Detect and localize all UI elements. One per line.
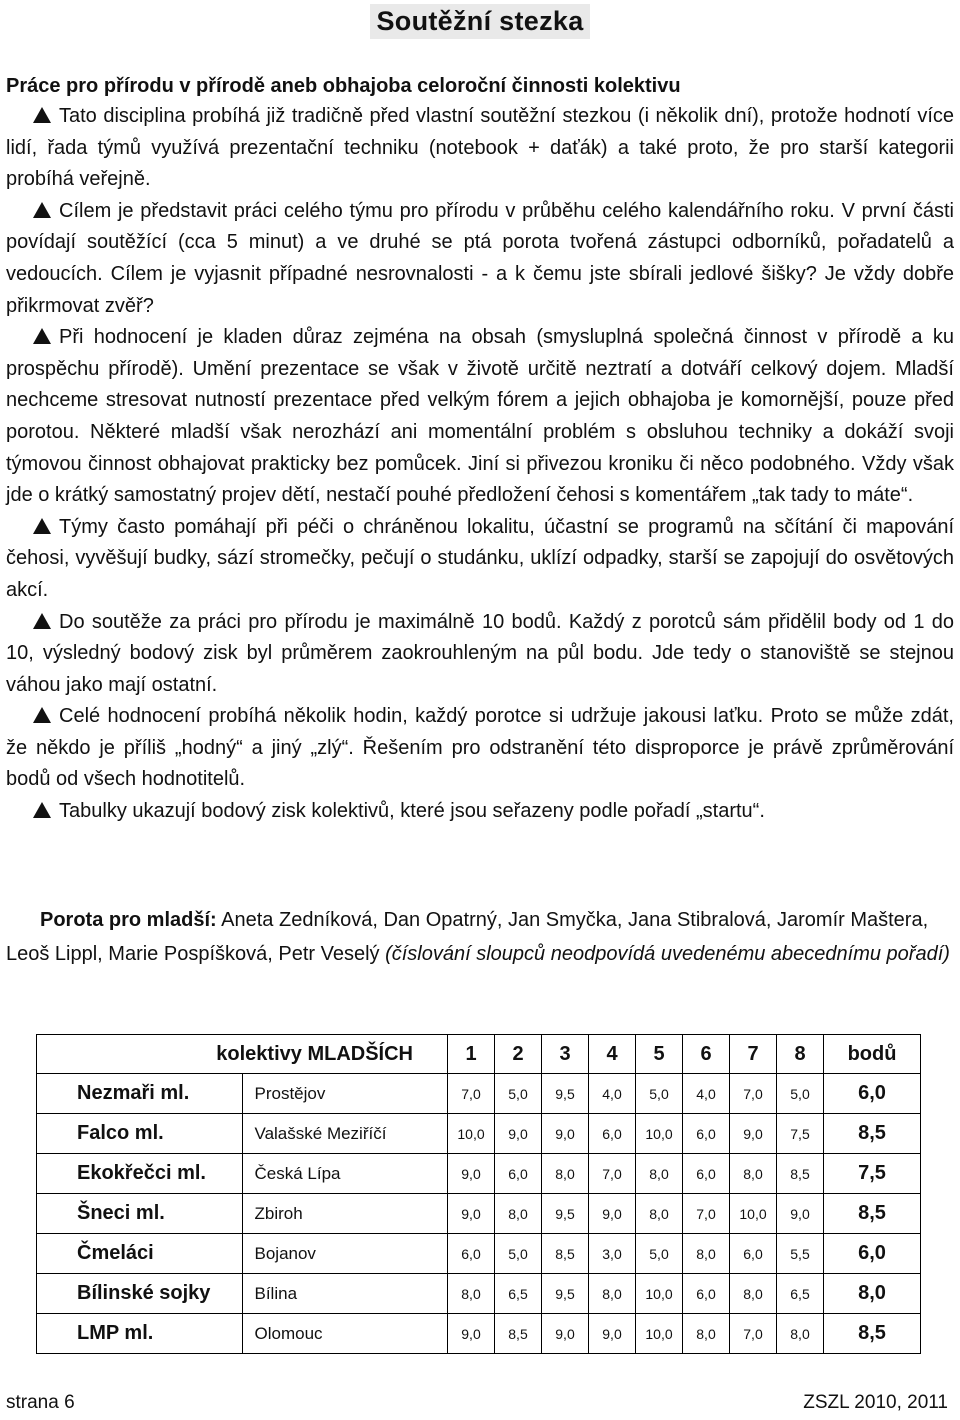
judge-score: 6,0: [683, 1154, 730, 1194]
judge-score: 8,0: [636, 1154, 683, 1194]
triangle-bullet-icon: [33, 202, 51, 218]
judge-score: 10,0: [448, 1114, 495, 1154]
judge-score: 4,0: [683, 1074, 730, 1114]
judge-score: 9,0: [589, 1194, 636, 1234]
judge-score: 8,5: [777, 1154, 824, 1194]
judge-score: 9,0: [589, 1314, 636, 1354]
paragraph: [6, 512, 954, 607]
judge-score: 5,0: [636, 1074, 683, 1114]
judge-score: 6,5: [495, 1274, 542, 1314]
judge-score: 10,0: [636, 1314, 683, 1354]
judge-score: 5,0: [495, 1074, 542, 1114]
table-header-row: [37, 1035, 921, 1074]
paragraph-text: Tato disciplina probíhá již tradičně před vlastní soutěžní stezkou (i několik dní), protože hodnotí více lidí, řada týmů využívá prezentační techniku (notebook + daťák) a také proto, že pro starší kategorii probíhá veřejně.: [6, 105, 954, 191]
judge-score: 7,5: [777, 1114, 824, 1154]
judge-score: 7,0: [589, 1154, 636, 1194]
judge-score: 8,0: [636, 1194, 683, 1234]
judge-score: 8,0: [495, 1194, 542, 1234]
judge-score: 6,5: [777, 1274, 824, 1314]
paragraph: [6, 101, 954, 196]
judge-score: 9,0: [730, 1114, 777, 1154]
paragraph-text: Tabulky ukazují bodový zisk kolektivů, které jsou seřazeny podle pořadí „startu“.: [59, 800, 765, 823]
total-score: 6,0: [824, 1074, 921, 1114]
paragraph-text: Celé hodnocení probíhá několik hodin, každý porotce si udržuje jakousi laťku. Proto se může zdát, že někdo je příliš „hodný“ a jiný „zlý“. Řešením pro odstranění této disproporce je právě zprůměrování bodů od všech hodnotitelů.: [6, 705, 954, 791]
judge-score: 4,0: [589, 1074, 636, 1114]
team-name: Ekokřečci ml.: [37, 1154, 243, 1194]
judge-column-header: 3: [542, 1035, 589, 1074]
triangle-bullet-icon: [33, 107, 51, 123]
judge-score: 6,0: [730, 1234, 777, 1274]
team-town: Zbiroh: [242, 1194, 448, 1234]
paragraph: [6, 196, 954, 322]
judge-score: 8,0: [730, 1154, 777, 1194]
page-title: Soutěžní stezka: [370, 4, 589, 39]
team-town: Bojanov: [242, 1234, 448, 1274]
judge-score: 5,0: [636, 1234, 683, 1274]
judge-score: 10,0: [636, 1274, 683, 1314]
team-town: Valašské Meziříčí: [242, 1114, 448, 1154]
total-score: 8,5: [824, 1114, 921, 1154]
judge-score: 5,5: [777, 1234, 824, 1274]
judge-column-header: 1: [448, 1035, 495, 1074]
paragraph-text: Týmy často pomáhají při péči o chráněnou lokalitu, účastní se programů na sčítání či mapování čehosi, vyvěšují budky, sází stromečky, pečují o studánku, uklízí odpadky, starší se zapojují do osvětových akcí.: [6, 515, 954, 601]
judge-score: 8,0: [448, 1274, 495, 1314]
judge-score: 8,5: [495, 1314, 542, 1354]
judge-column-header: 5: [636, 1035, 683, 1074]
paragraph: [6, 607, 954, 702]
judge-score: 3,0: [589, 1234, 636, 1274]
jury-label: Porota pro mladší:: [40, 909, 217, 931]
paragraph: [6, 322, 954, 512]
judge-score: 9,0: [448, 1314, 495, 1354]
table-row: [37, 1234, 921, 1274]
total-score: 7,5: [824, 1154, 921, 1194]
judge-column-header: 7: [730, 1035, 777, 1074]
judge-score: 8,0: [683, 1314, 730, 1354]
judge-score: 9,0: [448, 1194, 495, 1234]
paragraph-text: Při hodnocení je kladen důraz zejména na obsah (smysluplná společná činnost v přírodě a ku prospěchu přírodě). Umění prezentace se však v životě určitě neztratí a dotváří celkový dojem. Mladší nechceme stresovat nutností prezentace před velkým fórem a jejich obhajoba je komornější, pouze před porotou. Některé mladší však nerozhází ani momentální problém s obsluhou techniky a dokáží svoji týmovou činnost obhajovat prakticky bez pomůcek. Jiní si přivezou kroniku či něco podobného. Vždy však jde o krátký samostatný projev dětí, nestačí pouhé předložení čehosi s komentářem „tak tady to máte“.: [6, 326, 954, 507]
judge-score: 9,5: [542, 1194, 589, 1234]
paragraph-text: Cílem je představit práci celého týmu pro přírodu v průběhu celého kalendářního roku. V první části povídají soutěžící (cca 5 minut) a ve druhé se ptá porota tvořená zástupci odborníků, pořadatelů a vedoucích. Cílem je vyjasnit případné nesrovnalosti - a k čemu jste sbírali jedlové šišky? Je vždy dobře přikrmovat zvěř?: [6, 199, 954, 317]
triangle-bullet-icon: [33, 802, 51, 818]
triangle-bullet-icon: [33, 707, 51, 723]
table-row: [37, 1154, 921, 1194]
judge-score: 7,0: [730, 1314, 777, 1354]
total-score: 8,5: [824, 1194, 921, 1234]
team-name: Šneci ml.: [37, 1194, 243, 1234]
judge-column-header: 6: [683, 1035, 730, 1074]
judge-score: 6,0: [683, 1114, 730, 1154]
team-town: Olomouc: [242, 1314, 448, 1354]
judge-score: 9,0: [777, 1194, 824, 1234]
triangle-bullet-icon: [33, 613, 51, 629]
table-row: [37, 1114, 921, 1154]
total-score: 8,0: [824, 1274, 921, 1314]
jury-block: [6, 903, 954, 971]
table-row: [37, 1194, 921, 1234]
judge-score: 6,0: [448, 1234, 495, 1274]
jury-note: (číslování sloupců neodpovídá uvedenému abecednímu pořadí): [385, 943, 950, 965]
judge-score: 8,0: [683, 1234, 730, 1274]
triangle-bullet-icon: [33, 328, 51, 344]
footer-page-number: strana 6: [6, 1392, 75, 1413]
paragraph: [6, 796, 954, 828]
team-town: Česká Lípa: [242, 1154, 448, 1194]
footer-publication: ZSZL 2010, 2011: [803, 1392, 948, 1413]
judge-score: 5,0: [777, 1074, 824, 1114]
judge-score: 9,0: [448, 1154, 495, 1194]
judge-score: 8,0: [542, 1154, 589, 1194]
jury-names: Aneta Zedníková, Dan Opatrný, Jan Smyčka, Jana Stibralová, Jaromír Maštera, Leoš Lippl, Marie Pospíšková, Petr Veselý: [6, 909, 929, 965]
judge-score: 6,0: [589, 1114, 636, 1154]
table-row: [37, 1314, 921, 1354]
judge-score: 7,0: [448, 1074, 495, 1114]
team-town: Bílina: [242, 1274, 448, 1314]
judge-score: 9,0: [542, 1114, 589, 1154]
judge-score: 6,0: [495, 1154, 542, 1194]
team-name: Bílinské sojky: [37, 1274, 243, 1314]
table-row: [37, 1274, 921, 1314]
judge-score: 8,0: [730, 1274, 777, 1314]
team-town: Prostějov: [242, 1074, 448, 1114]
triangle-bullet-icon: [33, 518, 51, 534]
table-header-title: kolektivy MLADŠÍCH: [37, 1035, 448, 1074]
table-row: [37, 1074, 921, 1114]
judge-score: 7,0: [683, 1194, 730, 1234]
judge-score: 9,0: [542, 1314, 589, 1354]
paragraph: [6, 701, 954, 796]
article-body: [6, 72, 954, 828]
judge-score: 8,5: [542, 1234, 589, 1274]
judge-column-header: 8: [777, 1035, 824, 1074]
section-heading: Práce pro přírodu v přírodě aneb obhajoba celoroční činnosti kolektivu: [6, 75, 681, 97]
team-name: Čmeláci: [37, 1234, 243, 1274]
judge-column-header: 4: [589, 1035, 636, 1074]
judge-score: 10,0: [636, 1114, 683, 1154]
judge-score: 8,0: [589, 1274, 636, 1314]
judge-score: 9,5: [542, 1274, 589, 1314]
paragraph-text: Do soutěže za práci pro přírodu je maximálně 10 bodů. Každý z porotců sám přidělil body od 1 do 10, výsledný bodový zisk byl průměrem zaokrouhleným na půl bodu. Jde tedy o stanoviště se stejnou váhou jako mají ostatní.: [6, 610, 954, 696]
judge-score: 6,0: [683, 1274, 730, 1314]
team-name: LMP ml.: [37, 1314, 243, 1354]
judge-score: 7,0: [730, 1074, 777, 1114]
results-table: [36, 1034, 921, 1354]
total-score: 8,5: [824, 1314, 921, 1354]
judge-score: 8,0: [777, 1314, 824, 1354]
judge-column-header: 2: [495, 1035, 542, 1074]
team-name: Nezmaři ml.: [37, 1074, 243, 1114]
judge-score: 9,5: [542, 1074, 589, 1114]
total-score: 6,0: [824, 1234, 921, 1274]
judge-score: 10,0: [730, 1194, 777, 1234]
judge-score: 9,0: [495, 1114, 542, 1154]
total-column-header: bodů: [824, 1035, 921, 1074]
judge-score: 5,0: [495, 1234, 542, 1274]
team-name: Falco ml.: [37, 1114, 243, 1154]
